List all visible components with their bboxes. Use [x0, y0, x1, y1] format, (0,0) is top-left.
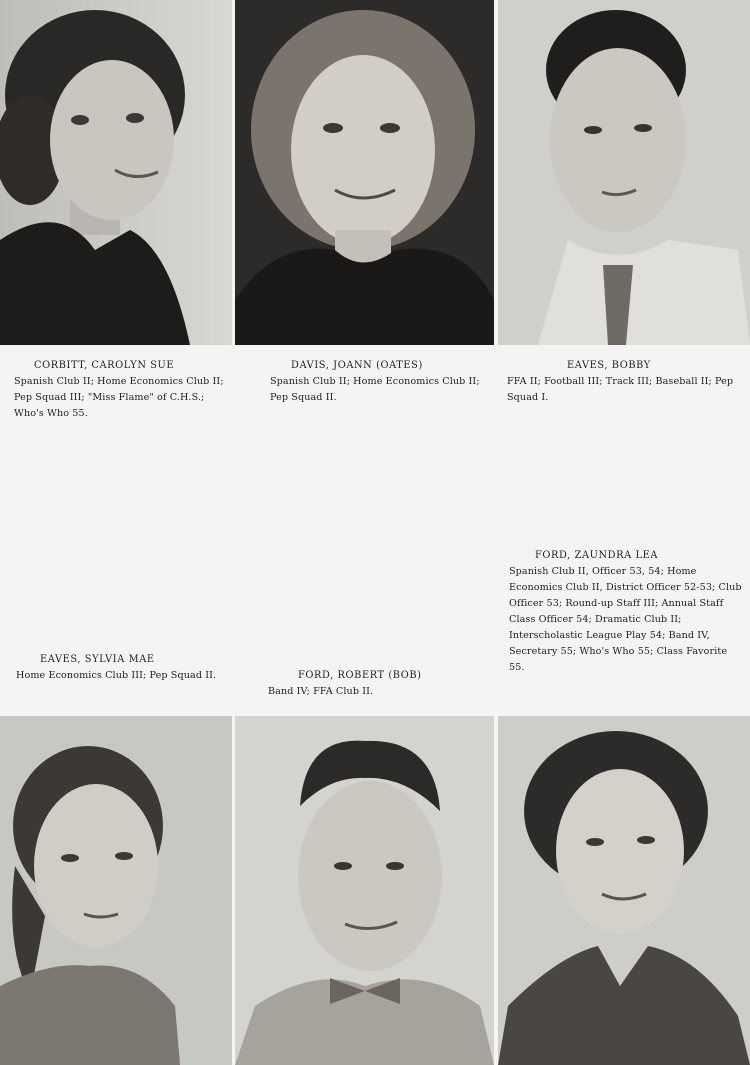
- student-name: FORD, ZAUNDRA LEA: [535, 550, 659, 561]
- student-entry: [16, 652, 222, 684]
- portrait-ford-zaundra: [498, 716, 750, 1065]
- student-entry: [268, 668, 478, 700]
- portrait-corbitt-carolyn: [0, 0, 232, 345]
- student-name: EAVES, SYLVIA MAE: [40, 654, 155, 665]
- student-name: EAVES, BOBBY: [567, 360, 651, 371]
- portrait-davis-joann: [235, 0, 494, 345]
- student-name: DAVIS, JOANN (OATES): [291, 360, 423, 371]
- student-activities: Spanish Club II; Home Economics Club II; Pep Squad III; "Miss Flame" of C.H.S.; Who's Who 55.: [14, 376, 224, 419]
- student-name: CORBITT, CAROLYN SUE: [34, 360, 175, 371]
- portrait-eaves-sylvia: [0, 716, 232, 1065]
- student-entry: [270, 358, 480, 406]
- portrait-eaves-bobby: [498, 0, 750, 345]
- portrait-ford-robert: [235, 716, 494, 1065]
- student-activities: FFA II; Football III; Track III; Baseball II; Pep Squad I.: [507, 376, 734, 403]
- student-name: FORD, ROBERT (BOB): [298, 670, 422, 681]
- student-entry: [509, 548, 743, 676]
- student-activities: Home Economics Club III; Pep Squad II.: [16, 670, 217, 681]
- student-entry: [507, 358, 737, 406]
- student-activities: Band IV; FFA Club II.: [268, 686, 374, 697]
- student-entry: [14, 358, 226, 422]
- student-activities: Spanish Club II, Officer 53, 54; Home Economics Club II, District Officer 52-53; Club Officer 53; Round-up Staff III; Annual Staff Class Officer 54; Dramatic Club II; Interscholastic League Play 54; Band IV, Secretary 55; Who's Who 55; Class Favorite 55.: [509, 566, 742, 673]
- student-activities: Spanish Club II; Home Economics Club II; Pep Squad II.: [270, 376, 480, 403]
